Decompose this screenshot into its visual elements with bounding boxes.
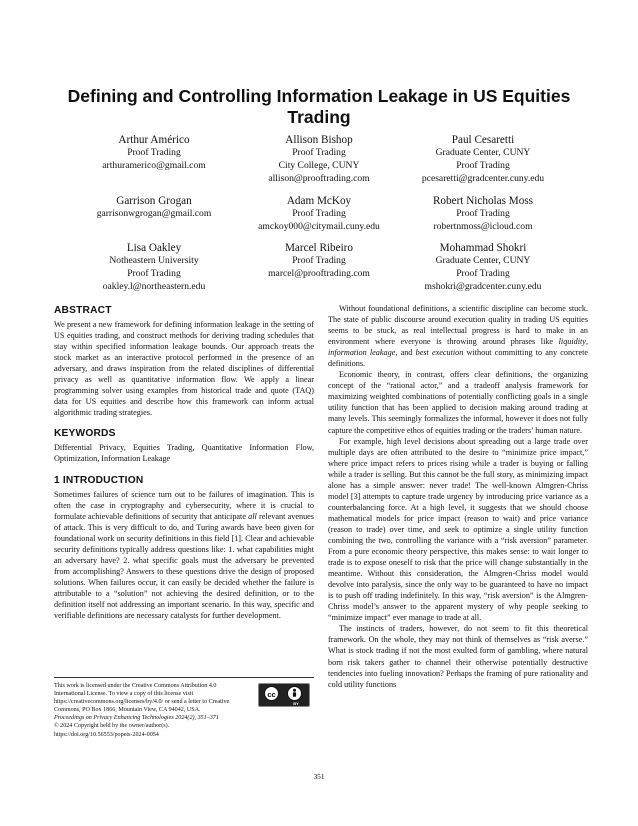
author-block-8 bbox=[229, 241, 409, 281]
person-icon bbox=[287, 686, 302, 701]
by-label: BY bbox=[293, 701, 299, 706]
author-name: Garrison Grogan bbox=[116, 195, 192, 207]
keywords-heading: KEYWORDS bbox=[54, 428, 116, 440]
abstract-heading: ABSTRACT bbox=[54, 305, 112, 316]
author-affiliation: Proof Trading bbox=[292, 255, 346, 266]
author-block-6 bbox=[393, 194, 573, 234]
author-affiliation: Proof Trading bbox=[127, 147, 181, 158]
license-text: This work is licensed under the Creative Commons Attribution 4.0 International License. To view a copy of this license visit https://creativecommons.org/licenses/by/4.0/ or send a letter to Creative Commons, PO Box 1866, Mountain View, CA 94042, USA. bbox=[54, 683, 230, 714]
author-name: Mohammad Shokri bbox=[439, 242, 527, 254]
abstract-text: We present a new framework for defining information leakage in the setting of US equities trading, and construct methods for deriving trading schedules that stay within specified information leakage bounds. Our approach treats the stock market as an interactive protocol performed in the presence of an adversary, and draws inspiration from the related disciplines of differential privacy as well as quantitative information flow. We apply a linear programming solver using examples from historical trade and quote (TAQ) data for US equities and describe how this framework can inform actual algorithmic trading strategies. bbox=[54, 320, 314, 418]
author-block-4 bbox=[64, 194, 244, 221]
author-block-3 bbox=[393, 133, 573, 185]
author-email: garrisonwgrogan@gmail.com bbox=[96, 208, 212, 219]
author-name: Arthur Américo bbox=[118, 134, 190, 146]
author-name: Adam McKoy bbox=[286, 195, 352, 207]
author-block-2 bbox=[229, 133, 409, 185]
doi-line: https://doi.org/10.56553/popets-2024-0054 bbox=[54, 731, 159, 738]
author-affiliation: Graduate Center, CUNY bbox=[435, 255, 531, 266]
author-affiliation: Proof Trading bbox=[456, 159, 510, 171]
author-name: Paul Cesaretti bbox=[451, 134, 515, 146]
author-affiliation: Proof Trading bbox=[456, 208, 510, 219]
copyright-line: © 2024 Copyright held by the owner/author(s). bbox=[54, 723, 170, 730]
body-paragraph: The instincts of traders, however, do not seem to fit this theoretical framework. On the whole, they may not think of themselves as “risk averse.” What is stock trading if not the most exulted form of gambling, where natural born risk takers gather to channel their otherwise potentially destructive tendencies into fueling innovation? Perhaps the framing of pure rationality and cold utility functions bbox=[328, 624, 588, 689]
author-name: Lisa Oakley bbox=[126, 242, 182, 254]
author-email: robertnmoss@icloud.com bbox=[433, 220, 533, 232]
author-email: marcel@prooftrading.com bbox=[268, 267, 370, 279]
introduction-paragraph: Sometimes failures of science turn out to be failures of imagination. This is often the case in cryptography and cybersecurity, where it is crucial to formulate achievable definitions of security that anticipate all relevant avenues of attack. This is very difficult to do, and Turing awards have been given for foundational work on security definitions in this field [1]. Clear and achievable security definitions typically address questions like: 1. what capabilities might an adversary have? 2. what specific goals must the adversary be prevented from accomplishing? Answers to these questions drive the design of proposed solutions. When failures occur, it can easily be decided whether the failure is attributable to a “solution” not achieving the desired definition, or to the definition itself not addressing an important scenario. In this way, specific and verifiable definitions are necessary catalysts for further development. bbox=[54, 489, 314, 621]
author-email: arthuramerico@gmail.com bbox=[102, 159, 206, 171]
author-affiliation: Proof Trading bbox=[127, 267, 181, 279]
author-block-1 bbox=[64, 133, 244, 173]
proceedings-line: Proceedings on Privacy Enhancing Technologies 2024(2), 351–371 bbox=[54, 715, 219, 722]
paper-title: Defining and Controlling Information Leakage in US Equities Trading bbox=[67, 86, 571, 127]
body-paragraph: Without foundational definitions, a scientific discipline can become stuck. The state of public discourse around execution quality in trading US equities seems to be stuck, as real intellectual progress is hard to make in an environment where everyone is throwing around phrases like liquidity, information leakage, and best execution without committing to any concrete definitions. bbox=[328, 304, 589, 369]
license-notice bbox=[54, 677, 314, 739]
body-paragraph: For example, high level decisions about spreading out a large trade over multiple days are often attributed to the desire to “minimize price impact,” where price impact refers to prices rising while a trader is buying or falling while a trader is selling. But this cannot be the full story, as minimizing impact alone has a simple answer: never trade! The well-known Almgren-Chriss model [3] attempts to capture trade urgency by introducing price variance as a counterbalancing force. At a high level, it suggests that we should choose mathematical models for price impact (reason to wait) and price variance (reason to trade) over time, and seek to optimize a single utility function combining the two, controlling the variance with a “risk aversion” parameter. From a pure economic theory perspective, this makes sense: to wait longer to trade is to expose oneself to risk that the price will change substantially in the meantime. Without this consideration, the Almgren-Chriss model would devolve into paralysis, since the only way to be guaranteed to have no impact is to push off trading indefinitely. In this way, “risk aversion” is the Almgren-Chriss model’s answer to the apparent mystery of why people seeking to “minimize impact” ever manage to trade at all. bbox=[328, 436, 588, 623]
right-column bbox=[328, 303, 588, 690]
introduction-heading: 1 INTRODUCTION bbox=[54, 474, 144, 486]
author-name: Marcel Ribeiro bbox=[284, 242, 354, 254]
left-column bbox=[54, 304, 314, 621]
author-affiliation: Proof Trading bbox=[456, 267, 510, 279]
author-email: pcesaretti@gradcenter.cuny.edu bbox=[421, 172, 545, 184]
author-name: Robert Nicholas Moss bbox=[432, 195, 534, 207]
author-block-9 bbox=[393, 241, 573, 293]
author-email: allison@prooftrading.com bbox=[268, 172, 370, 184]
cc-by-license-badge bbox=[258, 683, 310, 707]
author-email: amckoy000@citymail.cuny.edu bbox=[258, 220, 380, 232]
author-affiliation: Notheastern University bbox=[109, 255, 199, 266]
page-number: 351 bbox=[313, 772, 325, 781]
author-email: mshokri@gradcenter.cuny.edu bbox=[424, 280, 542, 292]
author-name: Allison Bishop bbox=[285, 134, 353, 146]
author-affiliation: Graduate Center, CUNY bbox=[435, 147, 531, 158]
keywords-text: Differential Privacy, Equities Trading, Quantitative Information Flow, Optimization, Information Leakage bbox=[54, 443, 314, 464]
author-affiliation: Proof Trading bbox=[292, 147, 346, 158]
author-email: oakley.l@northeastern.edu bbox=[102, 280, 206, 292]
body-paragraph: Economic theory, in contrast, offers clear definitions, the organizing concept of the “rational actor,” and a tradeoff analysis framework for maximizing weighted combinations of potentially conflicting goals in a single utility function that has been applied to decision making around trading at many levels. This seemingly formalizes the informal, however it does not fully capture the competitive ethos of equities trading or the traders’ human nature. bbox=[328, 370, 588, 435]
author-affiliation: City College, CUNY bbox=[278, 159, 360, 171]
author-affiliation: Proof Trading bbox=[292, 208, 346, 219]
author-block-7 bbox=[64, 241, 244, 293]
author-block-5 bbox=[229, 194, 409, 234]
cc-logo-icon: cc bbox=[264, 686, 279, 701]
